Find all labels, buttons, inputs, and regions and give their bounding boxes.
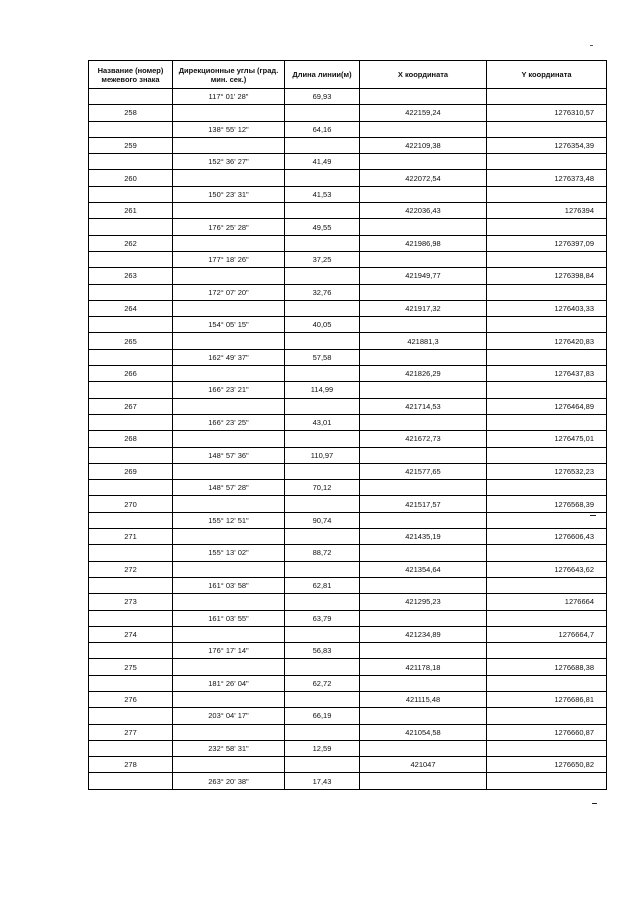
cell-length: 57,58: [285, 349, 360, 365]
cell-x: [360, 577, 487, 593]
cell-x: 422109,38: [360, 137, 487, 153]
cell-name: [89, 545, 173, 561]
cell-y: [487, 186, 607, 202]
table-row: [89, 724, 607, 740]
table-row: [89, 496, 607, 512]
cell-length: [285, 626, 360, 642]
cell-y: 1276686,81: [487, 691, 607, 707]
cell-length: 43,01: [285, 414, 360, 430]
table-row: [89, 219, 607, 235]
cell-x: 421354,64: [360, 561, 487, 577]
scan-speck: [590, 45, 593, 46]
cell-y: [487, 382, 607, 398]
cell-length: 17,43: [285, 773, 360, 789]
cell-angle: [173, 626, 285, 642]
cell-name: [89, 480, 173, 496]
cell-name: [89, 251, 173, 267]
cell-angle: [173, 496, 285, 512]
cell-angle: [173, 659, 285, 675]
cell-x: [360, 675, 487, 691]
cell-angle: 148° 57' 36": [173, 447, 285, 463]
cell-x: [360, 154, 487, 170]
cell-x: 421115,48: [360, 691, 487, 707]
cell-y: [487, 708, 607, 724]
cell-name: [89, 349, 173, 365]
cell-angle: [173, 170, 285, 186]
cell-angle: [173, 431, 285, 447]
cell-name: [89, 414, 173, 430]
cell-x: [360, 284, 487, 300]
cell-angle: [173, 300, 285, 316]
cell-y: [487, 154, 607, 170]
cell-x: 421826,29: [360, 366, 487, 382]
coordinates-table: [88, 60, 607, 790]
cell-name: 258: [89, 105, 173, 121]
cell-name: [89, 773, 173, 789]
cell-angle: 154° 05' 15": [173, 317, 285, 333]
cell-length: 12,59: [285, 740, 360, 756]
cell-name: 261: [89, 203, 173, 219]
cell-length: [285, 300, 360, 316]
table-row: [89, 203, 607, 219]
cell-angle: 148° 57' 28": [173, 480, 285, 496]
cell-name: 273: [89, 594, 173, 610]
cell-y: 1276568,39: [487, 496, 607, 512]
cell-length: 70,12: [285, 480, 360, 496]
cell-angle: 117° 01' 28": [173, 89, 285, 105]
cell-length: 69,93: [285, 89, 360, 105]
cell-x: [360, 349, 487, 365]
cell-x: [360, 89, 487, 105]
cell-angle: [173, 463, 285, 479]
cell-angle: 203° 04' 17": [173, 708, 285, 724]
cell-angle: [173, 137, 285, 153]
header-row: [89, 61, 607, 89]
table-row: [89, 170, 607, 186]
cell-name: 265: [89, 333, 173, 349]
cell-y: [487, 89, 607, 105]
cell-y: 1276403,33: [487, 300, 607, 316]
header-y: Y координата: [487, 61, 607, 89]
cell-length: 62,81: [285, 577, 360, 593]
cell-length: [285, 333, 360, 349]
cell-x: 421986,98: [360, 235, 487, 251]
table-row: [89, 529, 607, 545]
cell-length: [285, 170, 360, 186]
cell-angle: 176° 25' 28": [173, 219, 285, 235]
cell-name: 263: [89, 268, 173, 284]
table-row: [89, 561, 607, 577]
cell-y: 1276373,48: [487, 170, 607, 186]
cell-angle: 161° 03' 58": [173, 577, 285, 593]
cell-name: 262: [89, 235, 173, 251]
cell-name: 276: [89, 691, 173, 707]
cell-angle: [173, 333, 285, 349]
cell-x: [360, 121, 487, 137]
cell-y: 1276664: [487, 594, 607, 610]
cell-length: 90,74: [285, 512, 360, 528]
cell-length: 40,05: [285, 317, 360, 333]
cell-angle: 155° 13' 02": [173, 545, 285, 561]
header-name: Название (номер) межевого знака: [89, 61, 173, 89]
cell-name: [89, 675, 173, 691]
cell-y: 1276420,83: [487, 333, 607, 349]
table-row: [89, 708, 607, 724]
table-row: [89, 757, 607, 773]
cell-y: 1276464,89: [487, 398, 607, 414]
cell-name: [89, 447, 173, 463]
cell-length: 64,16: [285, 121, 360, 137]
cell-y: [487, 447, 607, 463]
cell-length: [285, 594, 360, 610]
cell-name: 270: [89, 496, 173, 512]
cell-y: 1276532,23: [487, 463, 607, 479]
cell-angle: [173, 398, 285, 414]
cell-y: [487, 317, 607, 333]
cell-x: 421234,89: [360, 626, 487, 642]
cell-name: [89, 284, 173, 300]
header-x: X координата: [360, 61, 487, 89]
table-row: [89, 186, 607, 202]
cell-length: 114,99: [285, 382, 360, 398]
cell-name: 267: [89, 398, 173, 414]
table-row: [89, 545, 607, 561]
table-row: [89, 773, 607, 789]
cell-y: [487, 545, 607, 561]
cell-name: 268: [89, 431, 173, 447]
cell-angle: [173, 268, 285, 284]
cell-angle: 181° 26' 04": [173, 675, 285, 691]
cell-x: 421295,23: [360, 594, 487, 610]
cell-y: [487, 251, 607, 267]
cell-y: [487, 773, 607, 789]
table-row: [89, 333, 607, 349]
cell-x: 421047: [360, 757, 487, 773]
cell-length: [285, 268, 360, 284]
cell-angle: [173, 529, 285, 545]
table-row: [89, 154, 607, 170]
table-row: [89, 366, 607, 382]
cell-length: 56,83: [285, 643, 360, 659]
cell-angle: 166° 23' 25": [173, 414, 285, 430]
cell-length: [285, 691, 360, 707]
cell-y: [487, 577, 607, 593]
cell-x: [360, 186, 487, 202]
cell-name: [89, 610, 173, 626]
cell-y: 1276394: [487, 203, 607, 219]
cell-angle: [173, 366, 285, 382]
cell-x: 422036,43: [360, 203, 487, 219]
cell-name: [89, 512, 173, 528]
cell-name: 277: [89, 724, 173, 740]
cell-angle: [173, 105, 285, 121]
cell-length: 110,97: [285, 447, 360, 463]
cell-y: [487, 512, 607, 528]
cell-y: 1276660,87: [487, 724, 607, 740]
table-row: [89, 626, 607, 642]
cell-angle: 177° 18' 26": [173, 251, 285, 267]
cell-name: [89, 121, 173, 137]
cell-name: [89, 708, 173, 724]
cell-angle: [173, 757, 285, 773]
cell-name: 278: [89, 757, 173, 773]
table-row: [89, 643, 607, 659]
cell-name: [89, 643, 173, 659]
cell-angle: [173, 235, 285, 251]
cell-y: 1276643,62: [487, 561, 607, 577]
cell-y: [487, 219, 607, 235]
cell-length: 49,55: [285, 219, 360, 235]
cell-name: 274: [89, 626, 173, 642]
cell-x: 421949,77: [360, 268, 487, 284]
cell-length: 63,79: [285, 610, 360, 626]
table-row: [89, 137, 607, 153]
cell-name: [89, 154, 173, 170]
cell-length: [285, 398, 360, 414]
cell-x: 421881,3: [360, 333, 487, 349]
cell-x: 422072,54: [360, 170, 487, 186]
cell-length: 62,72: [285, 675, 360, 691]
cell-y: [487, 675, 607, 691]
cell-name: 264: [89, 300, 173, 316]
cell-y: [487, 349, 607, 365]
cell-angle: [173, 594, 285, 610]
cell-y: 1276606,43: [487, 529, 607, 545]
table-row: [89, 659, 607, 675]
cell-angle: 166° 23' 21": [173, 382, 285, 398]
cell-x: 421714,53: [360, 398, 487, 414]
scan-speck: [592, 803, 597, 804]
cell-name: 266: [89, 366, 173, 382]
cell-x: 421577,65: [360, 463, 487, 479]
cell-name: 260: [89, 170, 173, 186]
cell-angle: 152° 36' 27": [173, 154, 285, 170]
cell-y: [487, 121, 607, 137]
cell-x: 421672,73: [360, 431, 487, 447]
cell-angle: [173, 724, 285, 740]
cell-length: 88,72: [285, 545, 360, 561]
cell-length: [285, 203, 360, 219]
cell-length: 66,19: [285, 708, 360, 724]
cell-x: [360, 610, 487, 626]
cell-y: 1276688,38: [487, 659, 607, 675]
cell-y: 1276650,82: [487, 757, 607, 773]
table-row: [89, 317, 607, 333]
cell-angle: 138° 55' 12": [173, 121, 285, 137]
table-row: [89, 512, 607, 528]
table-row: [89, 382, 607, 398]
cell-angle: 232° 58' 31": [173, 740, 285, 756]
cell-y: 1276354,39: [487, 137, 607, 153]
header-length: Длина линии(м): [285, 61, 360, 89]
cell-x: [360, 447, 487, 463]
table-row: [89, 740, 607, 756]
cell-angle: [173, 691, 285, 707]
cell-angle: [173, 561, 285, 577]
cell-length: [285, 529, 360, 545]
cell-name: [89, 186, 173, 202]
cell-name: 269: [89, 463, 173, 479]
cell-y: [487, 643, 607, 659]
cell-length: [285, 137, 360, 153]
cell-angle: 263° 20' 38": [173, 773, 285, 789]
cell-x: 421435,19: [360, 529, 487, 545]
table-row: [89, 105, 607, 121]
cell-y: 1276475,01: [487, 431, 607, 447]
cell-x: [360, 480, 487, 496]
cell-name: [89, 317, 173, 333]
scan-speck: [590, 515, 596, 516]
cell-length: [285, 757, 360, 773]
table-row: [89, 284, 607, 300]
cell-length: 41,53: [285, 186, 360, 202]
cell-x: 421917,32: [360, 300, 487, 316]
cell-x: [360, 740, 487, 756]
cell-length: [285, 366, 360, 382]
table-row: [89, 577, 607, 593]
cell-length: 32,76: [285, 284, 360, 300]
cell-name: [89, 382, 173, 398]
cell-angle: 161° 03' 55": [173, 610, 285, 626]
cell-name: 259: [89, 137, 173, 153]
cell-x: [360, 317, 487, 333]
cell-angle: 176° 17' 14": [173, 643, 285, 659]
cell-angle: 172° 07' 20": [173, 284, 285, 300]
table-row: [89, 235, 607, 251]
table-row: [89, 89, 607, 105]
cell-length: [285, 724, 360, 740]
table-row: [89, 121, 607, 137]
cell-y: [487, 284, 607, 300]
cell-name: [89, 89, 173, 105]
cell-length: 41,49: [285, 154, 360, 170]
cell-y: [487, 414, 607, 430]
cell-length: [285, 463, 360, 479]
header-angle: Дирекционные углы (град. мин. сек.): [173, 61, 285, 89]
table-row: [89, 268, 607, 284]
cell-length: [285, 659, 360, 675]
table-row: [89, 431, 607, 447]
table-row: [89, 691, 607, 707]
cell-length: [285, 561, 360, 577]
cell-x: [360, 708, 487, 724]
cell-y: 1276664,7: [487, 626, 607, 642]
cell-x: 421178,18: [360, 659, 487, 675]
cell-length: [285, 431, 360, 447]
cell-y: [487, 480, 607, 496]
cell-y: [487, 740, 607, 756]
table-row: [89, 594, 607, 610]
cell-length: [285, 235, 360, 251]
table-row: [89, 414, 607, 430]
cell-length: [285, 496, 360, 512]
table-row: [89, 300, 607, 316]
cell-x: [360, 773, 487, 789]
cell-y: [487, 610, 607, 626]
cell-y: 1276397,09: [487, 235, 607, 251]
cell-length: 37,25: [285, 251, 360, 267]
cell-name: 271: [89, 529, 173, 545]
table-row: [89, 251, 607, 267]
cell-name: [89, 219, 173, 235]
cell-name: [89, 740, 173, 756]
cell-length: [285, 105, 360, 121]
cell-x: [360, 219, 487, 235]
cell-x: 421517,57: [360, 496, 487, 512]
table-row: [89, 675, 607, 691]
table-row: [89, 398, 607, 414]
cell-angle: 150° 23' 31": [173, 186, 285, 202]
cell-angle: 155° 12' 51": [173, 512, 285, 528]
cell-x: [360, 251, 487, 267]
cell-x: [360, 382, 487, 398]
cell-name: 275: [89, 659, 173, 675]
cell-x: [360, 545, 487, 561]
cell-y: 1276437,83: [487, 366, 607, 382]
cell-x: [360, 643, 487, 659]
cell-x: [360, 414, 487, 430]
cell-x: 422159,24: [360, 105, 487, 121]
table-row: [89, 447, 607, 463]
table-row: [89, 480, 607, 496]
cell-angle: 162° 49' 37": [173, 349, 285, 365]
table-row: [89, 463, 607, 479]
cell-name: 272: [89, 561, 173, 577]
cell-x: [360, 512, 487, 528]
table-body: [89, 89, 607, 790]
cell-angle: [173, 203, 285, 219]
cell-y: 1276310,57: [487, 105, 607, 121]
table-row: [89, 610, 607, 626]
cell-name: [89, 577, 173, 593]
cell-x: 421054,58: [360, 724, 487, 740]
table-row: [89, 349, 607, 365]
cell-y: 1276398,84: [487, 268, 607, 284]
